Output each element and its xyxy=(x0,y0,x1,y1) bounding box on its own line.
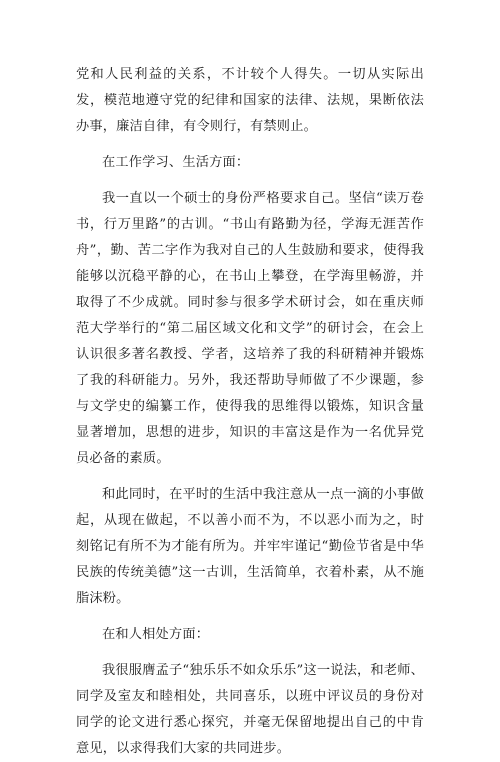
section-heading-work-study-life: 在工作学习、生活方面： xyxy=(102,155,250,170)
section-heading-relationships: 在和人相处方面： xyxy=(102,627,210,642)
paragraph-daily-life: 和此同时，在平时的生活中我注意从一点一滴的小事做起，从现在做起，不以善小而不为，不以恶小而为之，时刻铭记有所不为才能有所为。并牢牢谨记“勤俭节省是中华民族的传统美德”这一古训，生活简单，衣着朴素，从不施脂沫粉。 xyxy=(76,487,424,606)
document-body xyxy=(76,62,424,762)
paragraph-study-research: 我一直以一个硕士的身份严格要求自己。坚信“读万卷书，行万里路”的古训。“书山有路勤为径，学海无涯苦作舟”，勤、苦二字作为我对自己的人生鼓励和要求，使得我能够以沉稳平静的心，在书山上攀登，在学海里畅游，并取得了不少成就。同时参与很多学术研讨会，如在重庆师范大学举行的“第二届区域文化和文学”的研讨会，在会上认识很多著名教授、学者，这培养了我的科研精神并锻炼了我的科研能力。另外，我还帮助导师做了不少课题，参与文学史的编纂工作，使得我的思维得以锻炼，知识含量显著增加，思想的进步，知识的丰富这是作为一名优异党员必备的素质。 xyxy=(76,191,424,466)
paragraph-relationships: 我很服膺孟子“独乐乐不如众乐乐”这一说法，和老师、同学及室友和睦相处，共同喜乐，以班中评议员的身份对同学的论文进行悉心探究，并毫无保留地提出自己的中肯意见，以求得我们大家的共同进步。 xyxy=(76,663,424,756)
paragraph-party-discipline: 党和人民利益的关系，不计较个人得失。一切从实际出发，模范地遵守党的纪律和国家的法律、法规，果断依法办事，廉洁自律，有令则行，有禁则止。 xyxy=(76,67,424,134)
